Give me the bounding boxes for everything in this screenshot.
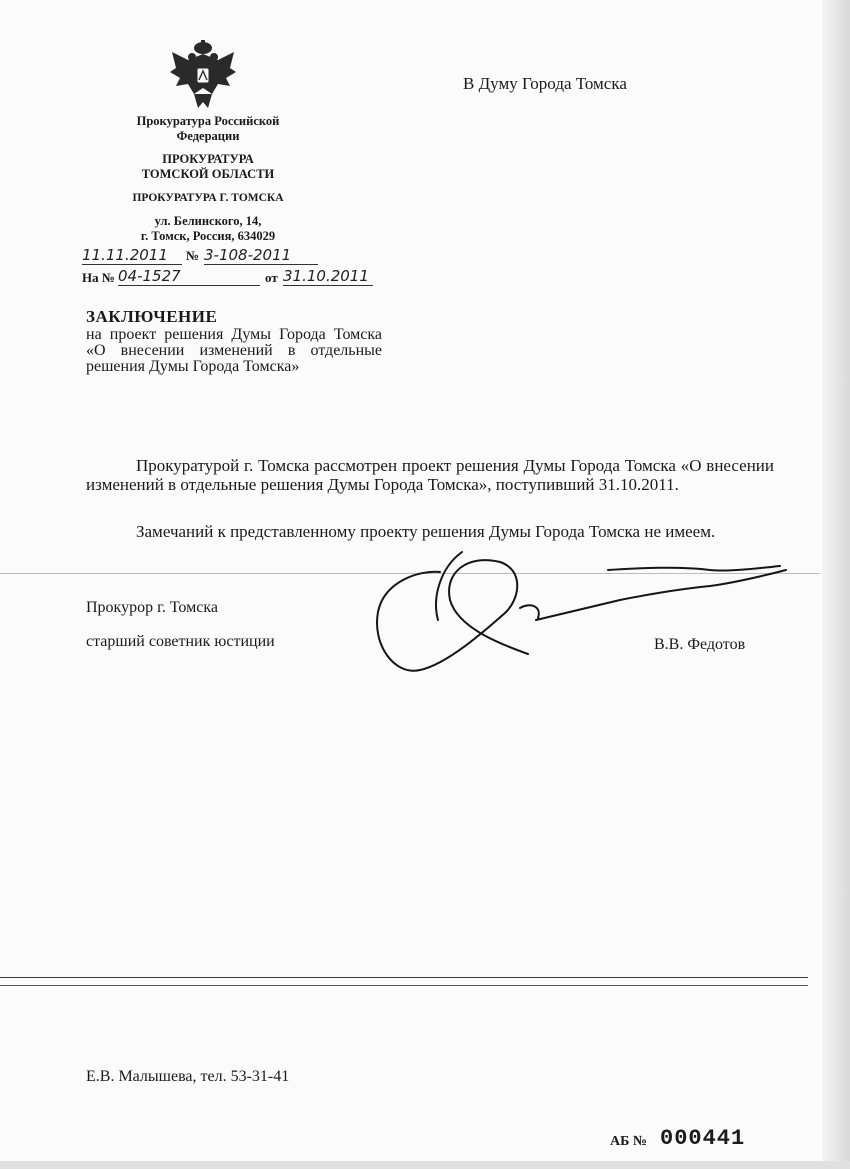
coat-of-arms-icon: [168, 38, 238, 112]
sender-line5: ПРОКУРАТУРА Г. ТОМСКА: [132, 192, 284, 204]
signer-name: В.В. Федотов: [654, 636, 746, 653]
separator-line: [0, 985, 808, 986]
signer-position-1: Прокурор г. Томска: [86, 599, 218, 616]
sender-line1: Прокуратура Российской: [136, 114, 280, 128]
sender-line2: Федерации: [176, 129, 240, 143]
sender-line4: ТОМСКОЙ ОБЛАСТИ: [141, 167, 275, 181]
document-title: ЗАКЛЮЧЕНИЕ: [86, 307, 218, 326]
separator-line: [0, 977, 808, 978]
reference-date: 31.10.2011: [283, 267, 373, 286]
scan-edge: [0, 1161, 850, 1169]
reference-from-label: от: [265, 270, 278, 285]
sender-address1: ул. Белинского, 14,: [154, 214, 262, 228]
body-paragraph-2: Замечаний к представленному проекту решения Думы Города Томска не имеем.: [136, 522, 716, 541]
reference-number: 04-1527: [118, 267, 260, 286]
sender-line3: ПРОКУРАТУРА: [162, 152, 254, 166]
handwritten-signature-icon: [370, 548, 790, 683]
series-number: 000441: [660, 1126, 746, 1151]
outgoing-number: 3-108-2011: [204, 246, 318, 265]
outgoing-date: 11.11.2011: [82, 246, 182, 265]
outgoing-number-label: №: [186, 248, 200, 263]
signer-position-2: старший советник юстиции: [86, 633, 275, 650]
executor-info: Е.В. Малышева, тел. 53-31-41: [86, 1068, 290, 1085]
addressee: В Думу Города Томска: [463, 74, 627, 93]
sender-address2: г. Томск, Россия, 634029: [140, 229, 276, 243]
document-subject: на проект решения Думы Города Томска «О внесении изменений в отдельные решения Думы Города Томска»: [86, 326, 382, 375]
body-paragraph-1: Прокуратурой г. Томска рассмотрен проект решения Думы Города Томска «О внесении изменений в отдельные решения Думы Города Томска», поступивший 31.10.2011.: [86, 456, 774, 494]
reference-label: На №: [82, 270, 115, 285]
series-label: АБ №: [610, 1134, 647, 1149]
scan-edge: [822, 0, 850, 1169]
